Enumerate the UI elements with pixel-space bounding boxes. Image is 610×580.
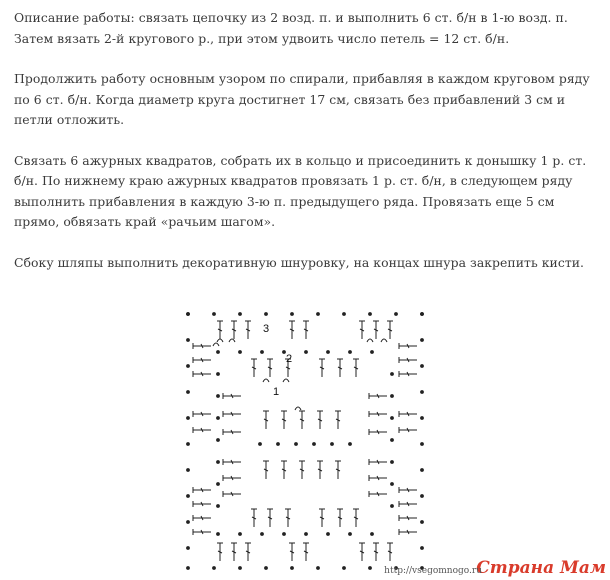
chain-dot (283, 533, 286, 536)
chain-dot (187, 313, 190, 316)
chain-dot (391, 483, 394, 486)
chain-dot (391, 417, 394, 420)
picot-arc (213, 343, 219, 346)
chain-dot (187, 391, 190, 394)
chain-dot (217, 505, 220, 508)
chain-dot (217, 373, 220, 376)
chain-dot (261, 351, 264, 354)
chain-dot (187, 567, 190, 570)
pattern-description (14, 8, 600, 293)
chain-dot (187, 339, 190, 342)
chain-dot (277, 443, 280, 446)
crochet-square-diagram (170, 302, 440, 580)
chain-dot (395, 313, 398, 316)
picot-arc (367, 339, 373, 342)
picot-arc (217, 339, 223, 342)
paragraph-squares: Связать 6 ажурных квадратов, собрать их в кольцо и присоединить к донышку 1 р. ст. б/н. По нижнему краю ажурных квадратов провязать 1 р. ст. б/н, в следующем ряду выполнить прибавления в каждую 3-ю п. предыдущего ряда. Провязать еще 5 см прямо, обвязать край «рачьим шагом». (14, 152, 587, 229)
chain-dot (217, 461, 220, 464)
chain-dot (305, 533, 308, 536)
chain-dot (217, 533, 220, 536)
chain-dot (187, 469, 190, 472)
watermark-brand: Страна Мам (476, 558, 606, 578)
watermark (476, 558, 606, 578)
chain-dot (371, 351, 374, 354)
chain-dot (369, 567, 372, 570)
chain-dot (239, 351, 242, 354)
chain-dot (187, 495, 190, 498)
chain-dot (349, 351, 352, 354)
chain-dot (291, 567, 294, 570)
chain-dot (187, 365, 190, 368)
chain-dot (421, 495, 424, 498)
chain-dot (343, 313, 346, 316)
chain-dot (291, 313, 294, 316)
chain-dot (239, 533, 242, 536)
chain-dot (313, 443, 316, 446)
chain-dot (265, 567, 268, 570)
chain-dot (213, 313, 216, 316)
chain-dot (327, 533, 330, 536)
chain-dot (217, 351, 220, 354)
picot-arc (283, 379, 289, 382)
chain-dot (327, 351, 330, 354)
row-label-2: 2 (286, 353, 293, 365)
paragraph-intro: Описание работы: связать цепочку из 2 возд. п. и выполнить 6 ст. б/н в 1-ю возд. п. Затем вязать 2-й кругового р., при этом удвоить число петель = 12 ст. б/н. (14, 10, 568, 46)
chain-dot (317, 567, 320, 570)
chain-dot (317, 313, 320, 316)
row-label-3: 3 (263, 323, 270, 335)
chain-dot (239, 313, 242, 316)
watermark-url: http://vsegomnogo.ru (384, 566, 482, 576)
chain-dot (421, 469, 424, 472)
chain-dot (187, 521, 190, 524)
picot-arc (263, 379, 269, 382)
chain-dot (391, 395, 394, 398)
chain-dot (421, 547, 424, 550)
paragraph-lacing: Сбоку шляпы выполнить декоративную шнуровку, на концах шнура закрепить кисти. (14, 254, 585, 270)
chain-dot (349, 533, 352, 536)
chain-dot (421, 521, 424, 524)
chain-dot (371, 533, 374, 536)
chain-dot (217, 439, 220, 442)
chain-dot (331, 443, 334, 446)
chain-dot (421, 417, 424, 420)
chain-dot (391, 373, 394, 376)
chain-dot (391, 461, 394, 464)
chain-dot (283, 351, 286, 354)
picot-arc (295, 407, 301, 410)
chain-dot (421, 391, 424, 394)
chain-dot (421, 339, 424, 342)
chain-dot (421, 443, 424, 446)
chain-dot (239, 567, 242, 570)
chain-dot (259, 443, 262, 446)
chain-dot (187, 443, 190, 446)
chain-dot (421, 313, 424, 316)
chain-dot (421, 365, 424, 368)
picot-arc (229, 339, 235, 342)
chain-dot (213, 567, 216, 570)
chain-dot (187, 417, 190, 420)
chain-dot (391, 439, 394, 442)
chain-dot (349, 443, 352, 446)
paragraph-spiral: Продолжить работу основным узором по спирали, прибавляя в каждом круговом ряду по 6 ст. б/н. Когда диаметр круга достигнет 17 см, связать без прибавлений 3 см и петли отложить. (14, 71, 590, 127)
chain-dot (187, 547, 190, 550)
chain-dot (217, 483, 220, 486)
chain-dot (369, 313, 372, 316)
picot-arc (381, 339, 387, 342)
chain-dot (305, 351, 308, 354)
chain-dot (295, 443, 298, 446)
chain-dot (343, 567, 346, 570)
chain-dot (391, 505, 394, 508)
chain-dot (217, 395, 220, 398)
chain-dot (261, 533, 264, 536)
chain-dot (217, 417, 220, 420)
chain-dot (265, 313, 268, 316)
row-label-1: 1 (273, 386, 280, 398)
